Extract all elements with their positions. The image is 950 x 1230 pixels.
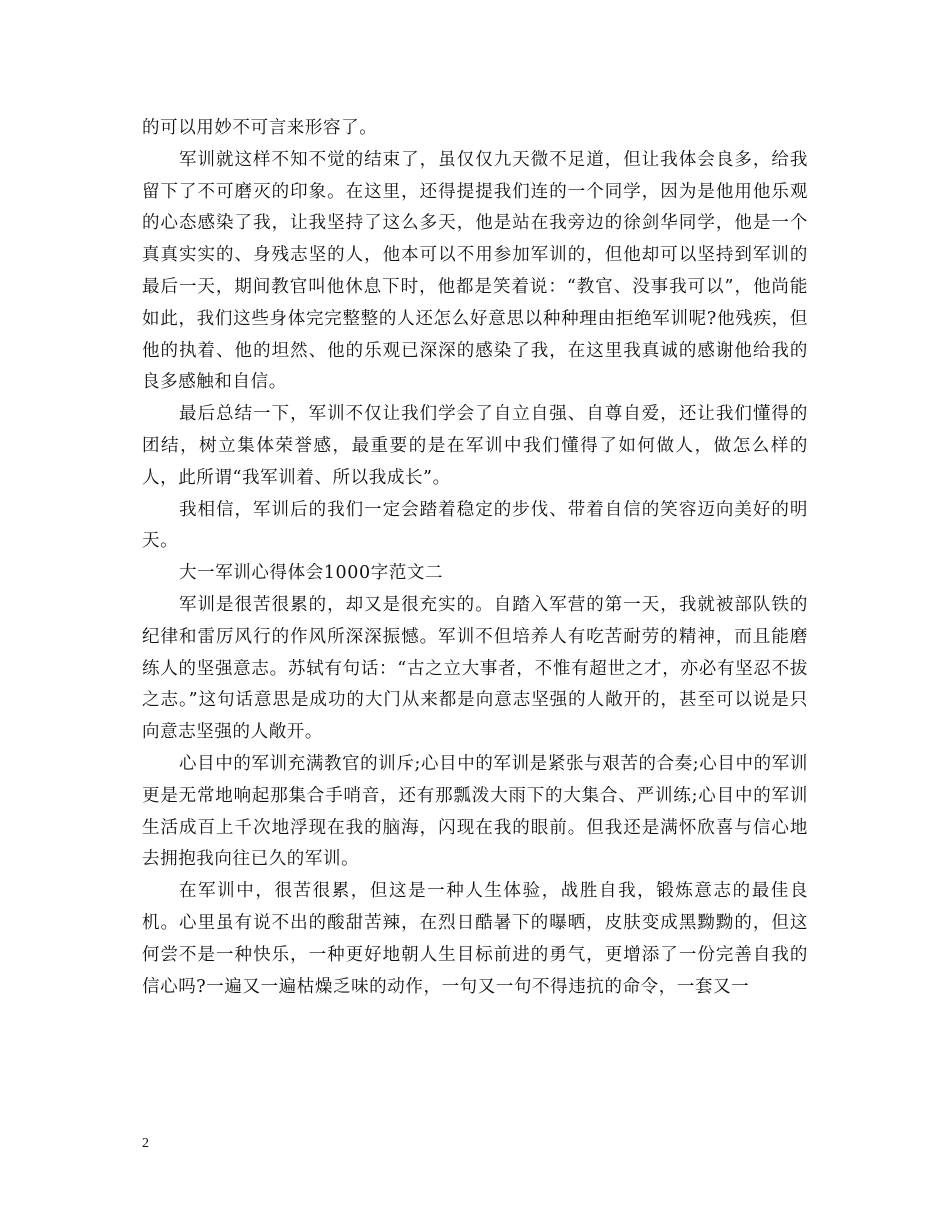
section-heading: 大一军训心得体会1000字范文二 [179, 563, 444, 584]
paragraph-summary: 最后总结一下，军训不仅让我们学会了自立自强、自尊自爱，还让我们懂得的团结，树立集体荣誉感，最重要的是在军训中我们懂得了如何做人，做怎么样的人，此所谓“我军训着、所以我成长”。 [142, 404, 808, 488]
paragraph-training-hard: 军训是很苦很累的，却又是很充实的。自踏入军营的第一天，我就被部队铁的纪律和雷厉风行的作风所深深振憾。军训不但培养人有吃苦耐劳的精神，而且能磨练人的坚强意志。苏轼有句话：“古之立大事者，不惟有超世之才，亦必有坚忍不拔之志。”这句话意思是成功的大门从来都是向意志坚强的人敞开的，甚至可以说是只向意志坚强的人敞开。 [142, 594, 808, 743]
document-body [142, 113, 808, 1003]
paragraph-belief: 我相信，军训后的我们一定会踏着稳定的步伐、带着自信的笑容迈向美好的明天。 [142, 499, 808, 552]
paragraph-classmate-story: 军训就这样不知不觉的结束了，虽仅仅九天微不足道，但让我体会良多，给我留下了不可磨灭的印象。在这里，还得提提我们连的一个同学，因为是他用他乐观的心态感染了我，让我坚持了这么多天，他是站在我旁边的徐剑华同学，他是一个真真实实的、身残志坚的人，他本可以不用参加军训的，但他却可以坚持到军训的最后一天，期间教官叫他休息下时，他都是笑着说：“教官、没事我可以”，他尚能如此，我们这些身体完完整整的人还怎么好意思以种种理由拒绝军训呢?他残疾，但他的执着、他的坦然、他的乐观已深深的感染了我，在这里我真诚的感谢他给我的良多感触和自信。 [142, 149, 808, 393]
page-number: 2 [142, 1136, 149, 1151]
paragraph-continuation: 的可以用妙不可言来形容了。 [142, 118, 378, 138]
paragraph-experience: 在军训中，很苦很累，但这是一种人生体验，战胜自我，锻炼意志的最佳良机。心里虽有说不出的酸甜苦辣，在烈日酷暑下的曝晒，皮肤变成黑黝黝的，但这何尝不是一种快乐，一种更好地朝人生目标前进的勇气，更增添了一份完善自我的信心吗?一遍又一遍枯燥乏味的动作，一句又一句不得违抗的命令，一套又一 [142, 881, 808, 997]
paragraph-imagined-training: 心目中的军训充满教官的训斥;心目中的军训是紧张与艰苦的合奏;心目中的军训更是无常地响起那集合手哨音，还有那瓢泼大雨下的大集合、严训练;心目中的军训生活成百上千次地浮现在我的脑海，闪现在我的眼前。但我还是满怀欣喜与信心地去拥抱我向往已久的军训。 [142, 753, 808, 870]
